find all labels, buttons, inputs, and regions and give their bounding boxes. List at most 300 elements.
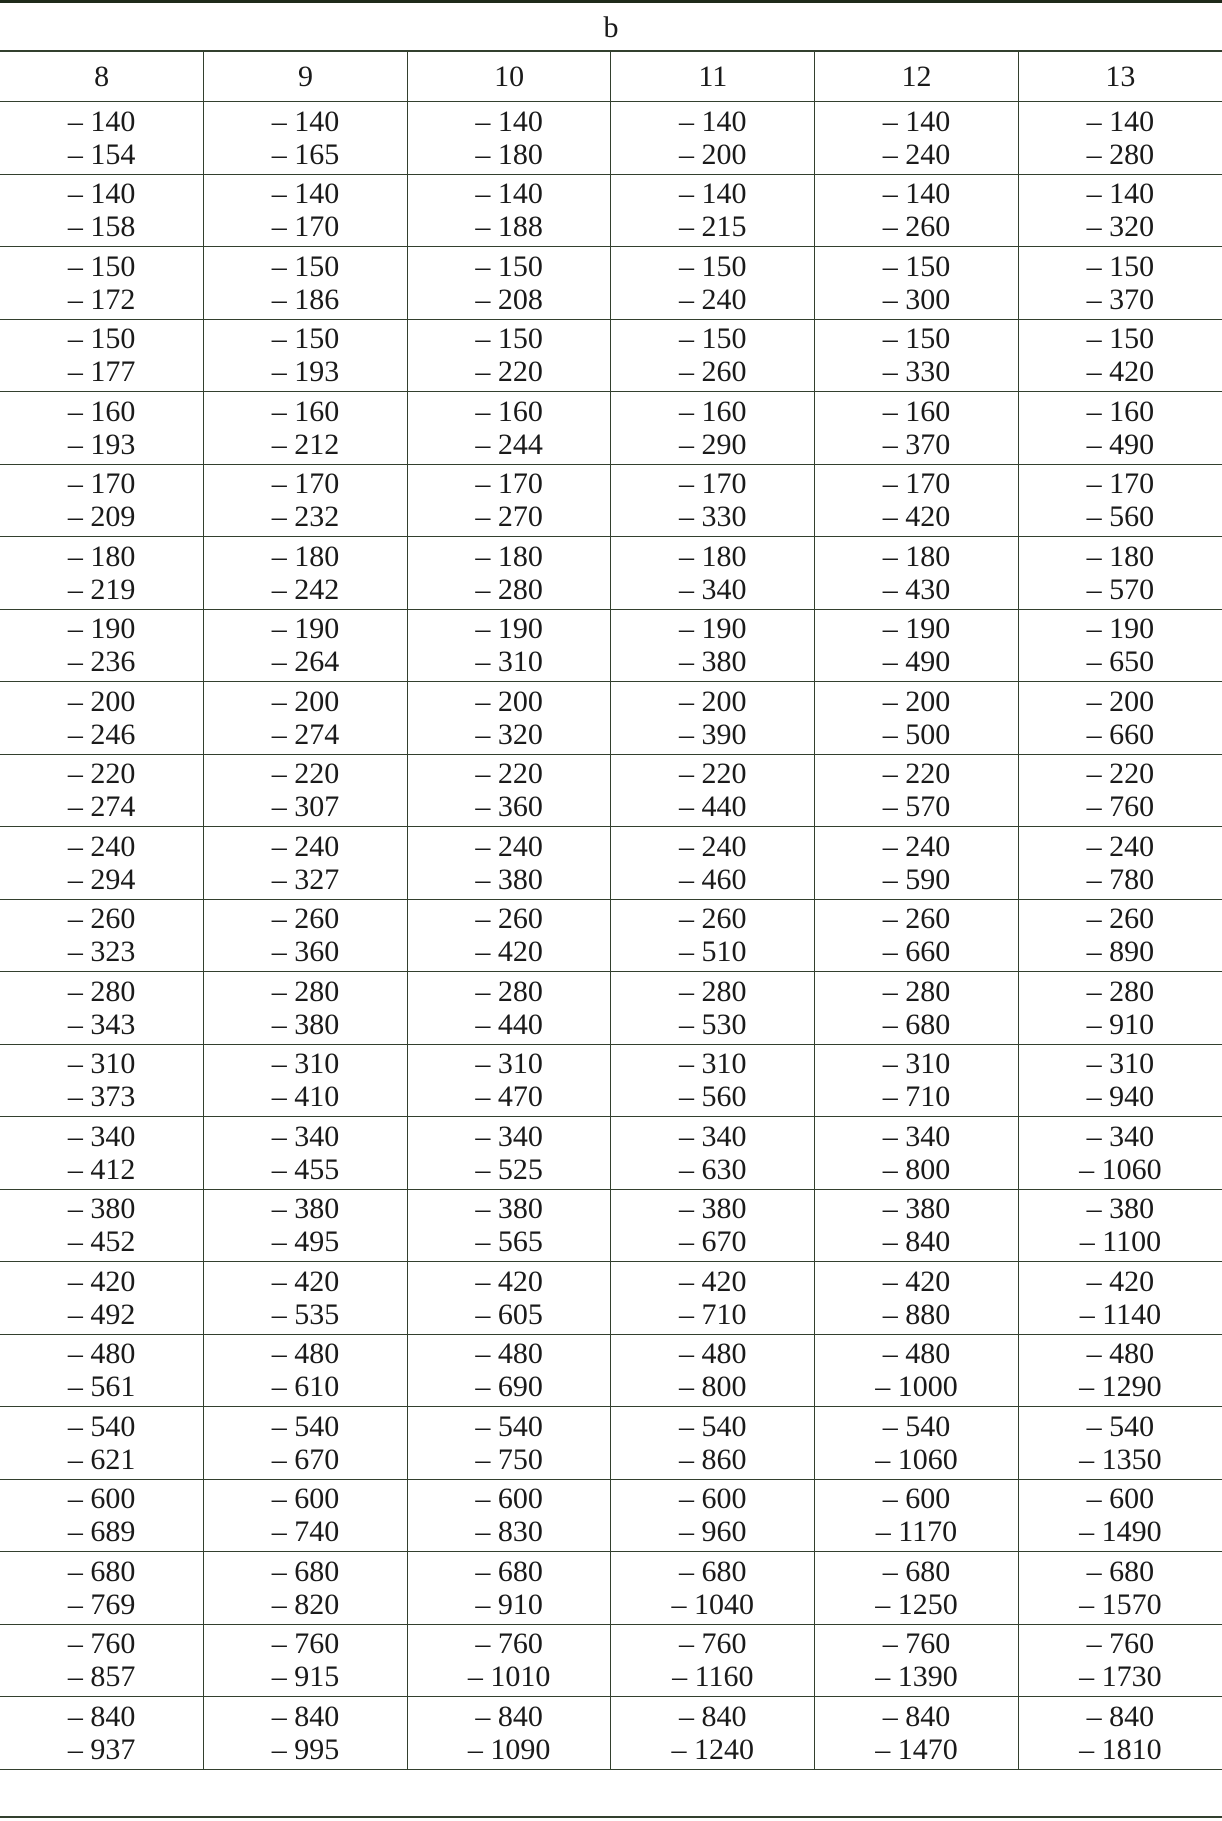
lower-deviation: – 780 [1086, 862, 1155, 896]
table-row [0, 392, 1222, 465]
lower-deviation: – 290 [679, 427, 747, 461]
upper-deviation: – 340 [1086, 1119, 1155, 1153]
lower-deviation: – 660 [1086, 717, 1155, 751]
lower-deviation: – 570 [1086, 572, 1155, 606]
upper-deviation: – 340 [475, 1119, 543, 1153]
table-cell [815, 1479, 1019, 1552]
lower-deviation: – 360 [475, 790, 543, 824]
lower-deviation: – 1490 [1079, 1515, 1162, 1549]
lower-deviation: – 307 [271, 790, 340, 824]
column-header: 9 [204, 52, 408, 102]
table-cell [407, 392, 611, 465]
upper-deviation: – 280 [1086, 974, 1155, 1008]
table-row [0, 682, 1222, 755]
lower-deviation: – 360 [271, 935, 340, 969]
upper-deviation: – 310 [1086, 1047, 1155, 1081]
table-cell [407, 827, 611, 900]
upper-deviation: – 840 [271, 1699, 340, 1733]
upper-deviation: – 600 [475, 1482, 543, 1516]
table-cell [1018, 319, 1222, 392]
lower-deviation: – 380 [679, 645, 747, 679]
upper-deviation: – 140 [1086, 177, 1155, 211]
table-cell [0, 392, 204, 465]
upper-deviation: – 600 [67, 1482, 136, 1516]
table-cell [0, 1479, 204, 1552]
lower-deviation: – 740 [271, 1515, 340, 1549]
table-cell [204, 319, 408, 392]
upper-deviation: – 160 [882, 394, 951, 428]
table-cell [204, 1117, 408, 1190]
lower-deviation: – 880 [882, 1297, 951, 1331]
upper-deviation: – 280 [67, 974, 136, 1008]
table-cell [204, 537, 408, 610]
upper-deviation: – 260 [679, 902, 747, 936]
table-row [0, 1624, 1222, 1697]
upper-deviation: – 140 [475, 177, 543, 211]
lower-deviation: – 510 [679, 935, 747, 969]
lower-deviation: – 212 [271, 427, 340, 461]
upper-deviation: – 150 [882, 322, 951, 356]
upper-deviation: – 480 [679, 1337, 747, 1371]
upper-deviation: – 240 [1086, 829, 1155, 863]
table-row [0, 464, 1222, 537]
lower-deviation: – 561 [67, 1370, 136, 1404]
lower-deviation: – 412 [67, 1152, 136, 1186]
upper-deviation: – 190 [882, 612, 951, 646]
table-cell [0, 972, 204, 1045]
table-cell [0, 1552, 204, 1625]
lower-deviation: – 1060 [875, 1442, 958, 1476]
upper-deviation: – 170 [271, 467, 340, 501]
lower-deviation: – 1140 [1079, 1297, 1162, 1331]
table-cell [815, 1044, 1019, 1117]
table-row [0, 1407, 1222, 1480]
upper-deviation: – 840 [679, 1699, 747, 1733]
lower-deviation: – 158 [67, 210, 136, 244]
lower-deviation: – 915 [271, 1660, 340, 1694]
table-row [0, 537, 1222, 610]
lower-deviation: – 630 [679, 1152, 747, 1186]
table-cell [204, 1262, 408, 1335]
upper-deviation: – 840 [1086, 1699, 1155, 1733]
lower-deviation: – 650 [1086, 645, 1155, 679]
table-cell [407, 609, 611, 682]
lower-deviation: – 460 [679, 862, 747, 896]
lower-deviation: – 769 [67, 1587, 136, 1621]
lower-deviation: – 215 [679, 210, 747, 244]
table-cell [611, 1624, 815, 1697]
upper-deviation: – 150 [679, 322, 747, 356]
lower-deviation: – 420 [475, 935, 543, 969]
upper-deviation: – 220 [1086, 757, 1155, 791]
table-title: b [0, 3, 1222, 51]
upper-deviation: – 180 [679, 539, 747, 573]
upper-deviation: – 680 [67, 1554, 136, 1588]
upper-deviation: – 380 [271, 1192, 340, 1226]
table-row [0, 609, 1222, 682]
upper-deviation: – 420 [67, 1264, 136, 1298]
table-cell [204, 1697, 408, 1770]
lower-deviation: – 320 [1086, 210, 1155, 244]
lower-deviation: – 1810 [1079, 1732, 1162, 1766]
lower-deviation: – 340 [679, 572, 747, 606]
table-cell [204, 972, 408, 1045]
table-cell [611, 827, 815, 900]
upper-deviation: – 140 [882, 104, 951, 138]
lower-deviation: – 370 [1086, 282, 1155, 316]
table-cell [0, 537, 204, 610]
upper-deviation: – 160 [1086, 394, 1155, 428]
lower-deviation: – 1100 [1079, 1225, 1162, 1259]
lower-deviation: – 320 [475, 717, 543, 751]
column-header: 11 [611, 52, 815, 102]
upper-deviation: – 380 [679, 1192, 747, 1226]
upper-deviation: – 160 [475, 394, 543, 428]
table-cell [1018, 899, 1222, 972]
upper-deviation: – 380 [67, 1192, 136, 1226]
table-cell [204, 1552, 408, 1625]
lower-deviation: – 500 [882, 717, 951, 751]
lower-deviation: – 910 [1086, 1007, 1155, 1041]
upper-deviation: – 260 [882, 902, 951, 936]
lower-deviation: – 343 [67, 1007, 136, 1041]
lower-deviation: – 236 [67, 645, 136, 679]
upper-deviation: – 150 [475, 322, 543, 356]
lower-deviation: – 260 [882, 210, 951, 244]
upper-deviation: – 340 [882, 1119, 951, 1153]
lower-deviation: – 240 [679, 282, 747, 316]
upper-deviation: – 150 [1086, 249, 1155, 283]
upper-deviation: – 190 [271, 612, 340, 646]
table-row [0, 1334, 1222, 1407]
tolerance-table [0, 51, 1222, 1770]
table-cell [815, 247, 1019, 320]
table-cell [611, 392, 815, 465]
upper-deviation: – 540 [1086, 1409, 1155, 1443]
table-row [0, 1189, 1222, 1262]
lower-deviation: – 193 [67, 427, 136, 461]
lower-deviation: – 960 [679, 1515, 747, 1549]
table-cell [407, 464, 611, 537]
table-cell [204, 102, 408, 175]
table-cell [407, 1044, 611, 1117]
table-cell [815, 1117, 1019, 1190]
lower-deviation: – 270 [475, 500, 543, 534]
lower-deviation: – 380 [271, 1007, 340, 1041]
upper-deviation: – 180 [882, 539, 951, 573]
table-cell [1018, 1334, 1222, 1407]
table-cell [0, 464, 204, 537]
table-cell [204, 1479, 408, 1552]
table-cell [204, 247, 408, 320]
table-row [0, 1262, 1222, 1335]
upper-deviation: – 380 [1086, 1192, 1155, 1226]
table-cell [611, 174, 815, 247]
upper-deviation: – 180 [271, 539, 340, 573]
table-cell [815, 899, 1019, 972]
table-cell [0, 1624, 204, 1697]
table-cell [1018, 392, 1222, 465]
lower-deviation: – 430 [882, 572, 951, 606]
upper-deviation: – 200 [475, 684, 543, 718]
lower-deviation: – 186 [271, 282, 340, 316]
table-row [0, 319, 1222, 392]
lower-deviation: – 910 [475, 1587, 543, 1621]
lower-deviation: – 1390 [875, 1660, 958, 1694]
upper-deviation: – 220 [271, 757, 340, 791]
table-cell [611, 754, 815, 827]
upper-deviation: – 150 [475, 249, 543, 283]
lower-deviation: – 244 [475, 427, 543, 461]
table-cell [611, 1117, 815, 1190]
table-cell [611, 247, 815, 320]
table-cell [407, 537, 611, 610]
upper-deviation: – 240 [271, 829, 340, 863]
upper-deviation: – 280 [271, 974, 340, 1008]
table-cell [407, 102, 611, 175]
lower-deviation: – 200 [679, 137, 747, 171]
table-cell [407, 1552, 611, 1625]
lower-deviation: – 219 [67, 572, 136, 606]
upper-deviation: – 200 [271, 684, 340, 718]
table-row [0, 827, 1222, 900]
upper-deviation: – 480 [67, 1337, 136, 1371]
table-cell [815, 1624, 1019, 1697]
table-cell [204, 899, 408, 972]
table-cell [407, 247, 611, 320]
lower-deviation: – 1090 [467, 1732, 551, 1766]
lower-deviation: – 170 [271, 210, 340, 244]
upper-deviation: – 240 [679, 829, 747, 863]
lower-deviation: – 937 [67, 1732, 136, 1766]
table-cell [1018, 1189, 1222, 1262]
upper-deviation: – 480 [271, 1337, 340, 1371]
bottom-space [0, 1781, 1222, 1821]
lower-deviation: – 490 [882, 645, 951, 679]
upper-deviation: – 420 [679, 1264, 747, 1298]
upper-deviation: – 420 [882, 1264, 951, 1298]
lower-deviation: – 800 [882, 1152, 951, 1186]
upper-deviation: – 310 [67, 1047, 136, 1081]
table-cell [0, 102, 204, 175]
table-cell [611, 1552, 815, 1625]
table-row [0, 754, 1222, 827]
upper-deviation: – 380 [475, 1192, 543, 1226]
table-cell [815, 754, 1019, 827]
lower-deviation: – 330 [882, 355, 951, 389]
upper-deviation: – 540 [679, 1409, 747, 1443]
table-cell [1018, 1697, 1222, 1770]
upper-deviation: – 140 [271, 177, 340, 211]
table-row [0, 972, 1222, 1045]
table-cell [1018, 1044, 1222, 1117]
lower-deviation: – 525 [475, 1152, 543, 1186]
lower-deviation: – 670 [271, 1442, 340, 1476]
table-cell [204, 609, 408, 682]
table-cell [1018, 1117, 1222, 1190]
lower-deviation: – 193 [271, 355, 340, 389]
upper-deviation: – 220 [475, 757, 543, 791]
lower-deviation: – 890 [1086, 935, 1155, 969]
lower-deviation: – 240 [882, 137, 951, 171]
table-cell [0, 682, 204, 755]
table-cell [1018, 537, 1222, 610]
table-cell [204, 682, 408, 755]
table-cell [204, 174, 408, 247]
upper-deviation: – 240 [475, 829, 543, 863]
table-cell [204, 392, 408, 465]
table-cell [1018, 1407, 1222, 1480]
table-cell [815, 102, 1019, 175]
lower-deviation: – 800 [679, 1370, 747, 1404]
lower-deviation: – 1060 [1079, 1152, 1162, 1186]
table-cell [815, 464, 1019, 537]
table-cell [0, 609, 204, 682]
lower-deviation: – 455 [271, 1152, 340, 1186]
upper-deviation: – 480 [1086, 1337, 1155, 1371]
lower-deviation: – 1470 [875, 1732, 958, 1766]
lower-deviation: – 440 [679, 790, 747, 824]
bottom-rule [0, 1816, 1222, 1818]
upper-deviation: – 190 [679, 612, 747, 646]
upper-deviation: – 260 [271, 902, 340, 936]
table-cell [815, 1697, 1019, 1770]
table-cell [611, 1407, 815, 1480]
lower-deviation: – 274 [67, 790, 136, 824]
lower-deviation: – 172 [67, 282, 136, 316]
table-header [0, 52, 1222, 102]
upper-deviation: – 160 [67, 394, 136, 428]
lower-deviation: – 330 [679, 500, 747, 534]
column-header: 10 [407, 52, 611, 102]
lower-deviation: – 208 [475, 282, 543, 316]
lower-deviation: – 390 [679, 717, 747, 751]
lower-deviation: – 310 [475, 645, 543, 679]
lower-deviation: – 1160 [672, 1660, 754, 1694]
upper-deviation: – 480 [882, 1337, 951, 1371]
table-row [0, 1117, 1222, 1190]
upper-deviation: – 150 [271, 249, 340, 283]
table-cell [407, 319, 611, 392]
lower-deviation: – 1010 [467, 1660, 551, 1694]
table-cell [815, 1262, 1019, 1335]
table-cell [611, 1334, 815, 1407]
lower-deviation: – 495 [271, 1225, 340, 1259]
upper-deviation: – 240 [882, 829, 951, 863]
upper-deviation: – 150 [67, 249, 136, 283]
table-cell [407, 1407, 611, 1480]
lower-deviation: – 452 [67, 1225, 136, 1259]
lower-deviation: – 1350 [1079, 1442, 1162, 1476]
upper-deviation: – 310 [271, 1047, 340, 1081]
lower-deviation: – 280 [475, 572, 543, 606]
upper-deviation: – 420 [271, 1264, 340, 1298]
upper-deviation: – 540 [67, 1409, 136, 1443]
table-cell [1018, 247, 1222, 320]
upper-deviation: – 840 [67, 1699, 136, 1733]
upper-deviation: – 140 [475, 104, 543, 138]
lower-deviation: – 294 [67, 862, 136, 896]
table-cell [1018, 827, 1222, 900]
table-cell [815, 1407, 1019, 1480]
upper-deviation: – 760 [882, 1627, 951, 1661]
upper-deviation: – 680 [271, 1554, 340, 1588]
lower-deviation: – 565 [475, 1225, 543, 1259]
upper-deviation: – 760 [1086, 1627, 1155, 1661]
upper-deviation: – 150 [1086, 322, 1155, 356]
lower-deviation: – 560 [679, 1080, 747, 1114]
lower-deviation: – 380 [475, 862, 543, 896]
upper-deviation: – 190 [475, 612, 543, 646]
upper-deviation: – 840 [475, 1699, 543, 1733]
table-cell [0, 827, 204, 900]
lower-deviation: – 274 [271, 717, 340, 751]
lower-deviation: – 280 [1086, 137, 1155, 171]
lower-deviation: – 492 [67, 1297, 136, 1331]
upper-deviation: – 170 [1086, 467, 1155, 501]
lower-deviation: – 180 [475, 137, 543, 171]
upper-deviation: – 840 [882, 1699, 951, 1733]
lower-deviation: – 209 [67, 500, 136, 534]
table-cell [611, 899, 815, 972]
upper-deviation: – 680 [1086, 1554, 1155, 1588]
table-row [0, 247, 1222, 320]
table-cell [204, 1044, 408, 1117]
upper-deviation: – 200 [882, 684, 951, 718]
upper-deviation: – 680 [882, 1554, 951, 1588]
table-cell [204, 827, 408, 900]
table-cell [1018, 464, 1222, 537]
column-header: 12 [815, 52, 1019, 102]
lower-deviation: – 860 [679, 1442, 747, 1476]
table-cell [815, 1334, 1019, 1407]
lower-deviation: – 154 [67, 137, 136, 171]
upper-deviation: – 240 [67, 829, 136, 863]
table-cell [407, 899, 611, 972]
table-row [0, 1044, 1222, 1117]
lower-deviation: – 830 [475, 1515, 543, 1549]
upper-deviation: – 380 [882, 1192, 951, 1226]
table-cell [815, 827, 1019, 900]
upper-deviation: – 140 [679, 104, 747, 138]
upper-deviation: – 280 [679, 974, 747, 1008]
upper-deviation: – 600 [882, 1482, 951, 1516]
upper-deviation: – 200 [679, 684, 747, 718]
table-cell [0, 1334, 204, 1407]
table-cell [611, 1044, 815, 1117]
upper-deviation: – 200 [1086, 684, 1155, 718]
lower-deviation: – 177 [67, 355, 136, 389]
lower-deviation: – 760 [1086, 790, 1155, 824]
upper-deviation: – 540 [271, 1409, 340, 1443]
lower-deviation: – 1170 [875, 1515, 958, 1549]
upper-deviation: – 340 [67, 1119, 136, 1153]
lower-deviation: – 1570 [1079, 1587, 1162, 1621]
upper-deviation: – 280 [882, 974, 951, 1008]
table-cell [611, 1479, 815, 1552]
table-row [0, 102, 1222, 175]
upper-deviation: – 140 [679, 177, 747, 211]
table-cell [1018, 754, 1222, 827]
table-cell [0, 899, 204, 972]
table-cell [1018, 682, 1222, 755]
table-cell [1018, 174, 1222, 247]
table-cell [1018, 972, 1222, 1045]
lower-deviation: – 570 [882, 790, 951, 824]
table-cell [611, 319, 815, 392]
upper-deviation: – 260 [1086, 902, 1155, 936]
column-header: 13 [1018, 52, 1222, 102]
